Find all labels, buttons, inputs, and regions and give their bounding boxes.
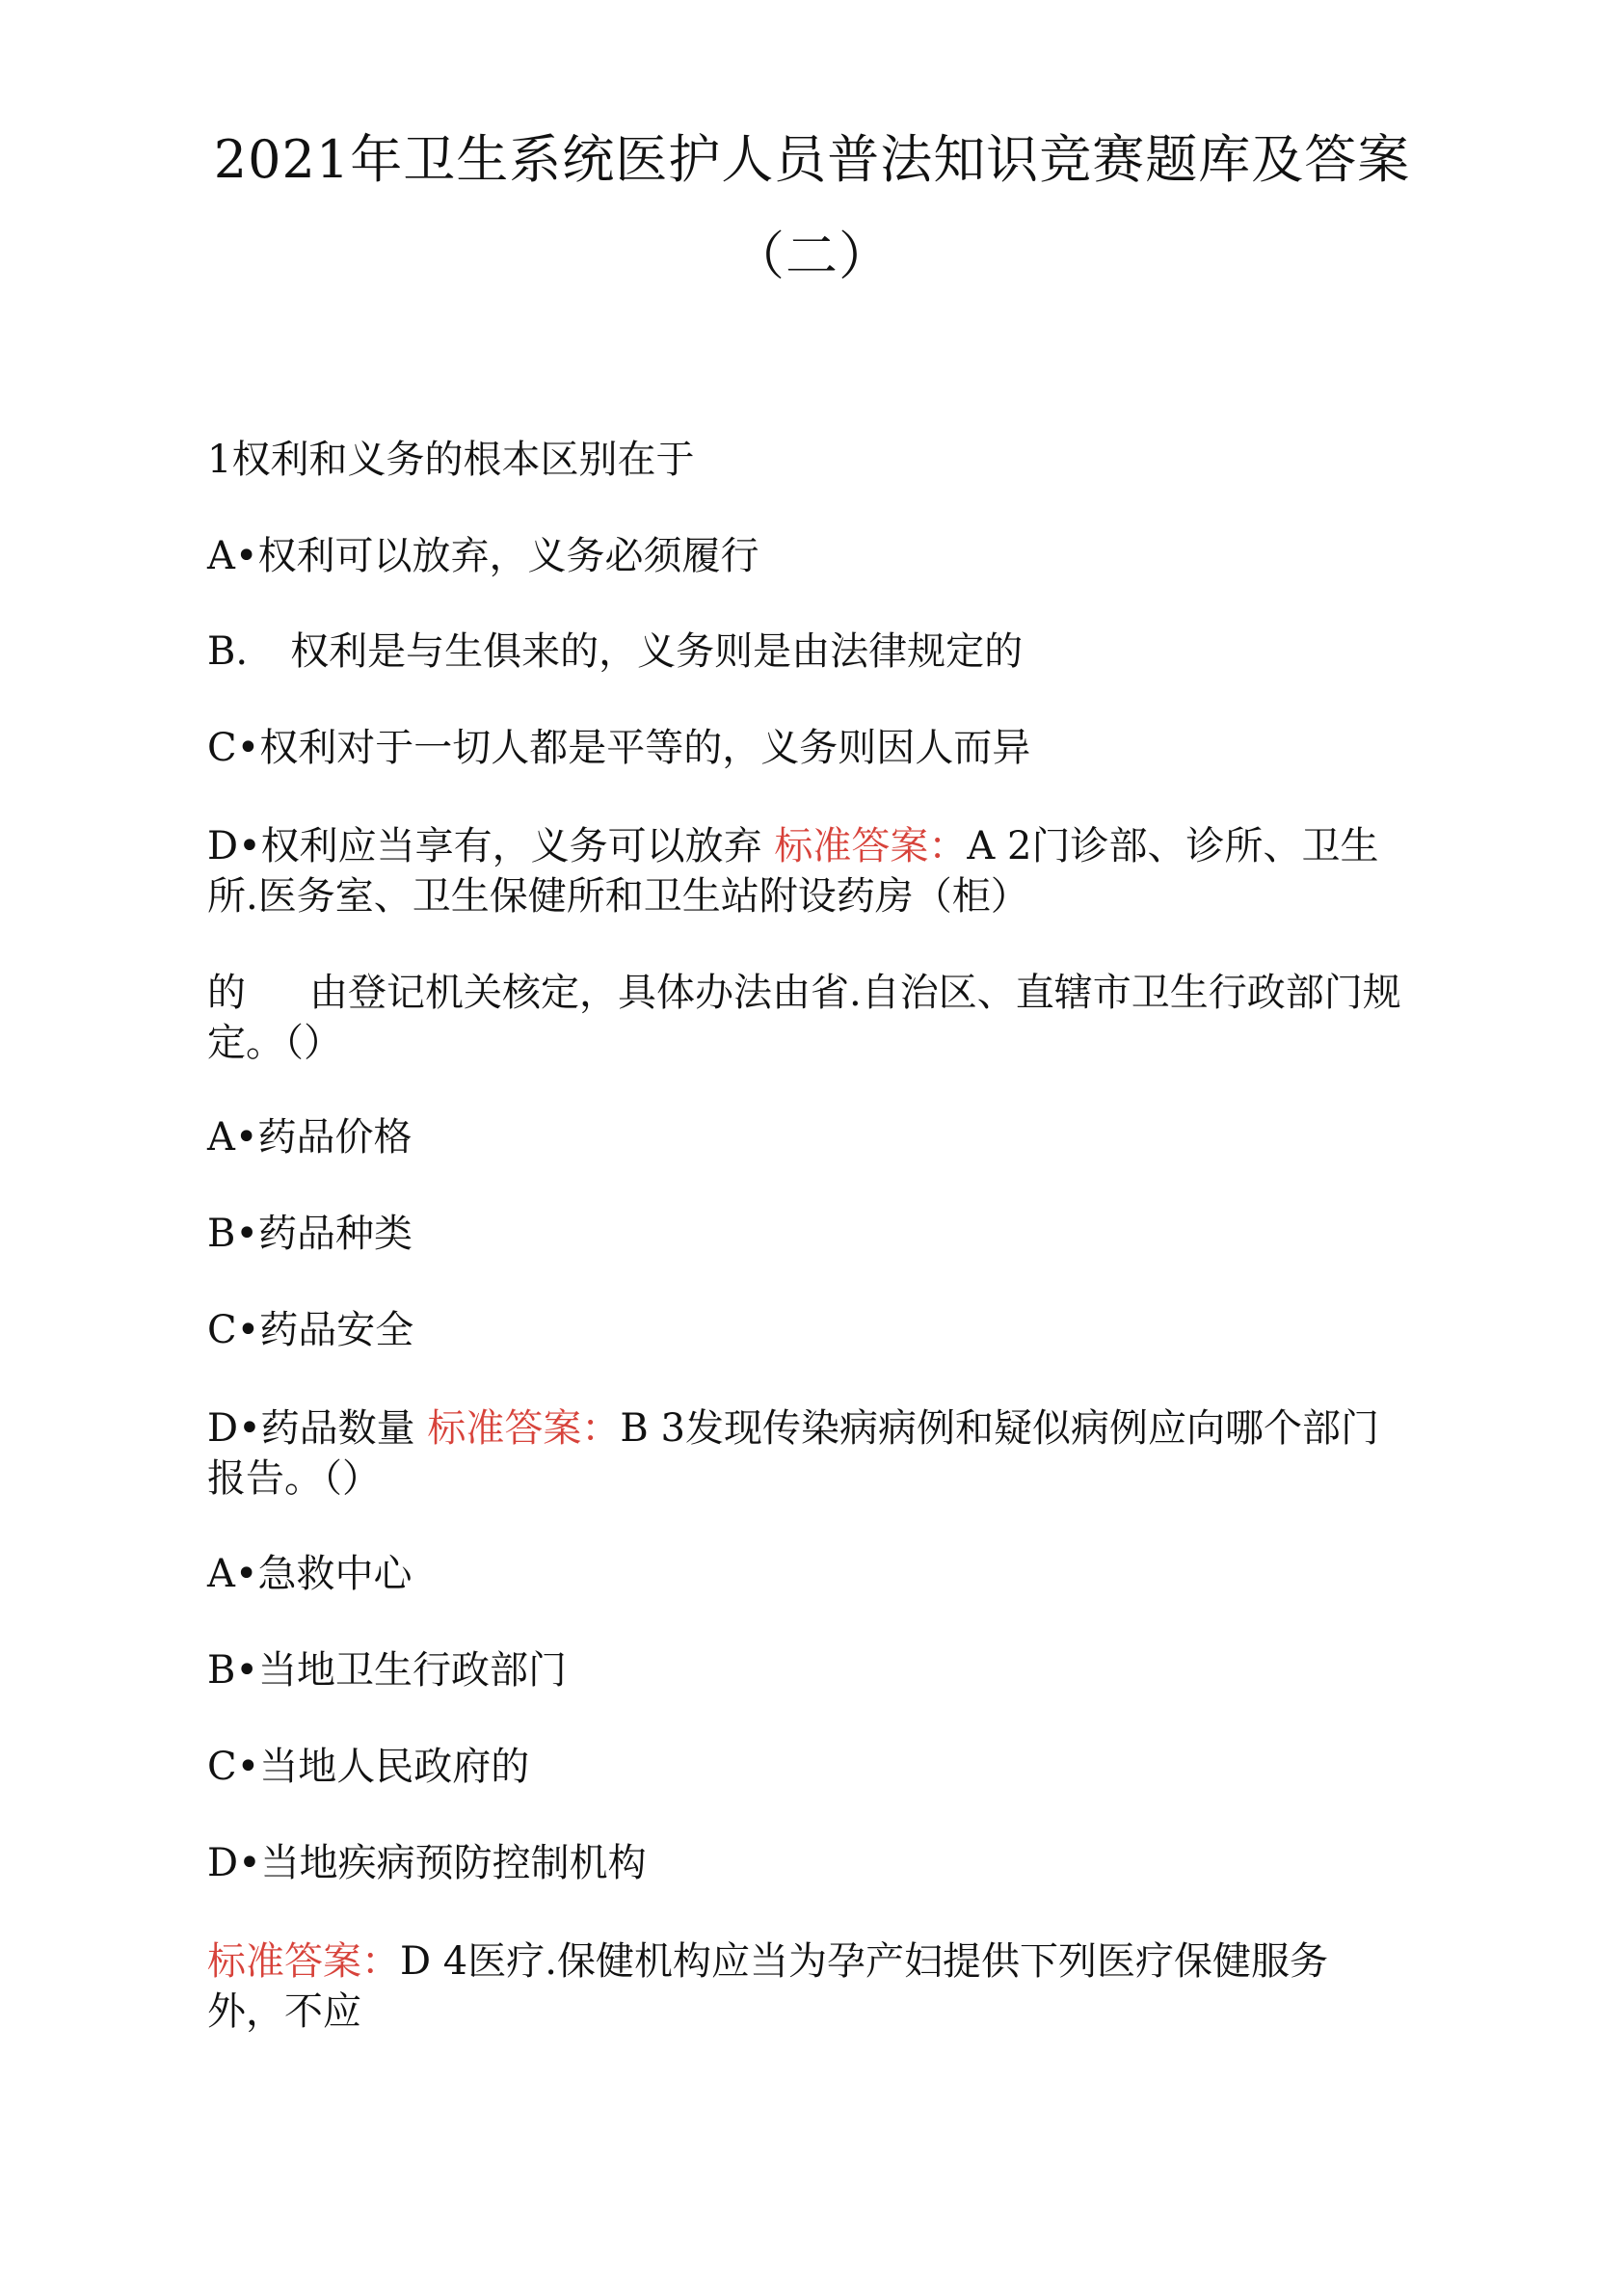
question-2-option-d-and-question-3 bbox=[207, 1403, 1402, 1504]
question-2-option-d: D•药品数量 bbox=[207, 1406, 415, 1451]
question-3-answer: D bbox=[400, 1939, 432, 1984]
question-2-stem-continued bbox=[207, 968, 1402, 1068]
question-2-option-c: C•药品安全 bbox=[207, 1308, 414, 1352]
answer-label: 标准答案： bbox=[427, 1406, 621, 1451]
question-4-stem: 4医疗.保健机构应当为孕产妇提供下列医疗保健服务外，不应 bbox=[207, 1939, 1328, 2034]
question-1-option-d-and-question-2 bbox=[207, 821, 1402, 921]
question-1-answer: A bbox=[967, 824, 996, 868]
question-3-option-c: C•当地人民政府的 bbox=[207, 1745, 530, 1789]
question-2-stem-rest: 由登记机关核定，具体办法由省.自治区、直辖市卫生行政部门规定。（） bbox=[207, 971, 1401, 1065]
question-2-stem-part1: 2门诊部、诊所、卫生所.医务室、卫生保健所和卫生站附设药房（柜） bbox=[207, 824, 1379, 919]
answer-label: 标准答案： bbox=[207, 1939, 400, 1984]
question-3-stem: 3发现传染病病例和疑似病例应向哪个部门报告。（） bbox=[207, 1406, 1379, 1501]
option-b-key: B. bbox=[207, 629, 249, 674]
question-3-option-d: D•当地疾病预防控制机构 bbox=[207, 1841, 647, 1885]
document-subtitle: （二） bbox=[732, 226, 892, 286]
question-3-answer-and-question-4 bbox=[207, 1936, 1402, 2037]
question-1-stem: 1权利和义务的根本区别在于 bbox=[207, 438, 695, 482]
document-title: 2021年卫生系统医护人员普法知识竞赛题库及答案 bbox=[213, 129, 1411, 190]
question-3-option-a: A•急救中心 bbox=[207, 1552, 413, 1596]
question-2-stem-lead: 的 bbox=[207, 971, 246, 1015]
question-1-option-d: D•权利应当享有，义务可以放弃 bbox=[207, 824, 762, 868]
question-2-option-a: A•药品价格 bbox=[207, 1115, 413, 1160]
question-1-option-c: C•权利对于一切人都是平等的，义务则因人而异 bbox=[207, 726, 1031, 770]
question-1-option-a: A•权利可以放弃，义务必须履行 bbox=[207, 534, 759, 578]
question-3-option-b: B•当地卫生行政部门 bbox=[207, 1648, 567, 1693]
answer-label: 标准答案： bbox=[774, 824, 968, 868]
question-1-option-b bbox=[207, 627, 1023, 676]
option-b-text: 权利是与生俱来的，义务则是由法律规定的 bbox=[290, 629, 1024, 674]
question-2-option-b: B•药品种类 bbox=[207, 1212, 413, 1256]
question-2-answer: B bbox=[620, 1406, 649, 1451]
